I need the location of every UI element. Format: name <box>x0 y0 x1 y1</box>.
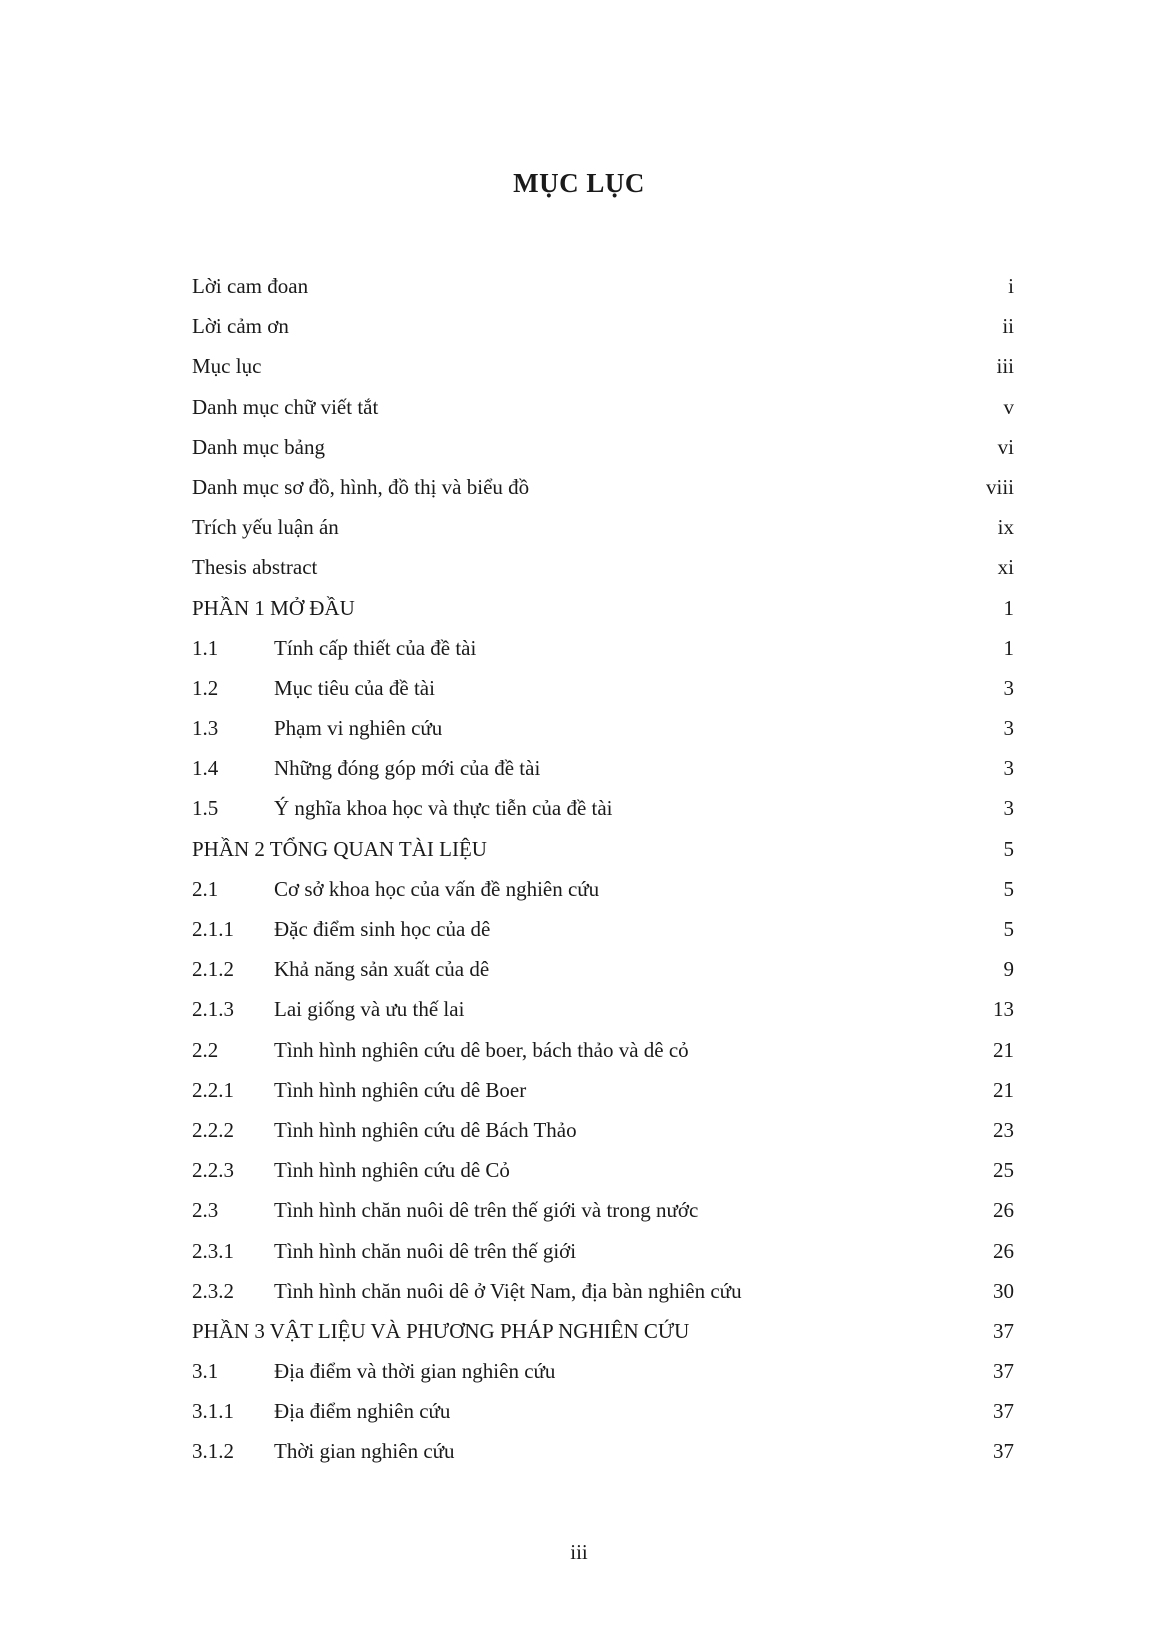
toc-entry[interactable] <box>192 1431 1014 1471</box>
toc-entry-title: Địa điểm nghiên cứu <box>274 1399 451 1424</box>
toc-entry-number: 2.2.3 <box>192 1158 234 1183</box>
toc-entry[interactable] <box>192 1271 1014 1311</box>
page-title: MỤC LỤC <box>513 168 645 198</box>
toc-entry-number: 2.1.1 <box>192 917 234 941</box>
toc-entry-page: vi <box>997 434 1014 459</box>
toc-entry[interactable] <box>192 1231 1014 1271</box>
toc-entry[interactable] <box>192 628 1014 668</box>
toc-entry-page: 1 <box>1003 635 1014 660</box>
toc-entry-page: 25 <box>993 1158 1014 1183</box>
toc-entry-number: 1.4 <box>192 756 219 781</box>
toc-entry-page: 23 <box>993 1117 1014 1142</box>
toc-entry-title: Lời cam đoan <box>192 274 309 298</box>
toc-entry-page: 21 <box>993 1037 1014 1062</box>
table-of-contents <box>192 266 1014 1472</box>
toc-entry-title: Phạm vi nghiên cứu <box>274 716 443 741</box>
toc-entry[interactable] <box>192 346 1014 386</box>
toc-entry-title: Tình hình nghiên cứu dê boer, bách thảo và dê cỏ <box>274 1037 689 1062</box>
toc-entry-page: 37 <box>993 1399 1014 1424</box>
toc-entry-number: 2.1 <box>192 876 219 901</box>
toc-entry-title: Danh mục sơ đồ, hình, đồ thị và biểu đồ <box>192 474 530 499</box>
toc-entry-title: Cơ sở khoa học của vấn đề nghiên cứu <box>274 876 600 901</box>
toc-entry-page: 9 <box>1003 957 1014 982</box>
toc-entry[interactable] <box>192 668 1014 708</box>
toc-entry-page: 21 <box>993 1077 1014 1102</box>
toc-entry-title: Tính cấp thiết của đề tài <box>274 635 477 660</box>
toc-entry-title: Danh mục bảng <box>192 434 325 459</box>
toc-entry-page: ii <box>1002 314 1014 339</box>
toc-entry-page: 26 <box>993 1238 1014 1263</box>
toc-entry-number: 2.3.1 <box>192 1238 234 1263</box>
toc-entry-title: Thesis abstract <box>192 555 318 580</box>
toc-entry-page: xi <box>997 555 1014 580</box>
toc-entry-title: Đặc điểm sinh học của dê <box>274 917 491 941</box>
toc-entry[interactable] <box>192 387 1014 427</box>
toc-entry-title: Lai giống và ưu thế lai <box>274 997 465 1022</box>
toc-entry[interactable] <box>192 1030 1014 1070</box>
toc-entry-page: 5 <box>1003 836 1014 861</box>
toc-entry[interactable] <box>192 588 1014 628</box>
toc-entry-page: 5 <box>1003 876 1014 901</box>
toc-entry-number: 2.1.3 <box>192 997 234 1022</box>
toc-entry-title: Trích yếu luận án <box>192 515 339 540</box>
toc-entry[interactable] <box>192 1070 1014 1110</box>
toc-entry-page: 1 <box>1003 595 1014 620</box>
toc-entry-page: iii <box>996 354 1014 379</box>
toc-entry-title: Địa điểm và thời gian nghiên cứu <box>274 1359 556 1384</box>
toc-entry-number: 3.1 <box>192 1359 219 1384</box>
toc-entry-title: Những đóng góp mới của đề tài <box>274 756 541 781</box>
toc-entry[interactable] <box>192 869 1014 909</box>
toc-entry-page: v <box>1003 394 1014 419</box>
toc-entry[interactable] <box>192 1190 1014 1230</box>
toc-entry[interactable] <box>192 266 1014 306</box>
toc-entry-page: 30 <box>993 1278 1014 1303</box>
toc-entry[interactable] <box>192 1351 1014 1391</box>
toc-entry[interactable] <box>192 708 1014 748</box>
toc-entry[interactable] <box>192 1110 1014 1150</box>
toc-entry-number: 2.3.2 <box>192 1278 234 1303</box>
toc-entry-title: Mục tiêu của đề tài <box>274 675 435 700</box>
toc-entry-title: Ý nghĩa khoa học và thực tiễn của đề tài <box>274 796 613 821</box>
toc-entry-title: Tình hình nghiên cứu dê Bách Thảo <box>274 1117 577 1142</box>
toc-entry-number: 1.3 <box>192 716 219 741</box>
toc-entry-title: Tình hình chăn nuôi dê trên thế giới <box>274 1238 577 1263</box>
toc-entry-title: PHẦN 1 MỞ ĐẦU <box>192 595 355 620</box>
toc-entry[interactable] <box>192 467 1014 507</box>
toc-entry-number: 1.2 <box>192 675 219 700</box>
toc-entry-page: 3 <box>1003 796 1014 821</box>
toc-entry[interactable] <box>192 507 1014 547</box>
toc-entry-title: PHẦN 3 VẬT LIỆU VÀ PHƯƠNG PHÁP NGHIÊN CỨU <box>192 1318 690 1343</box>
toc-entry-page: viii <box>985 474 1014 499</box>
toc-entry-title: Thời gian nghiên cứu <box>274 1439 455 1464</box>
toc-entry[interactable] <box>192 547 1014 587</box>
toc-entry-page: 3 <box>1003 675 1014 700</box>
toc-entry-title: Danh mục chữ viết tắt <box>192 394 379 419</box>
toc-entry[interactable] <box>192 1311 1014 1351</box>
toc-entry-title: Tình hình chăn nuôi dê trên thế giới và trong nước <box>274 1198 699 1223</box>
toc-entry-number: 2.3 <box>192 1198 219 1223</box>
toc-entry-page: 5 <box>1003 917 1014 941</box>
toc-entry-number: 3.1.1 <box>192 1399 234 1424</box>
toc-entry-number: 2.2.2 <box>192 1117 234 1142</box>
page-number: iii <box>570 1540 588 1564</box>
toc-entry-title: Tình hình nghiên cứu dê Boer <box>274 1077 527 1102</box>
toc-entry[interactable] <box>192 949 1014 989</box>
toc-entry-page: i <box>1008 274 1014 298</box>
toc-entry-number: 1.5 <box>192 796 219 821</box>
toc-entry-title: Tình hình chăn nuôi dê ở Việt Nam, địa bàn nghiên cứu <box>274 1278 742 1303</box>
toc-entry[interactable] <box>192 748 1014 788</box>
toc-entry[interactable] <box>192 1150 1014 1190</box>
toc-entry-page: 3 <box>1003 716 1014 741</box>
toc-entry-page: 26 <box>993 1198 1014 1223</box>
toc-entry-page: 37 <box>993 1318 1014 1343</box>
toc-entry[interactable] <box>192 427 1014 467</box>
toc-entry-title: PHẦN 2 TỔNG QUAN TÀI LIỆU <box>192 836 487 861</box>
toc-entry[interactable] <box>192 989 1014 1029</box>
toc-entry-number: 2.2 <box>192 1037 219 1062</box>
toc-entry-number: 3.1.2 <box>192 1439 234 1464</box>
toc-entry[interactable] <box>192 306 1014 346</box>
toc-entry[interactable] <box>192 829 1014 869</box>
toc-entry-title: Lời cảm ơn <box>192 314 289 339</box>
toc-entry[interactable] <box>192 909 1014 949</box>
toc-entry[interactable] <box>192 1391 1014 1431</box>
toc-entry-title: Tình hình nghiên cứu dê Cỏ <box>274 1158 510 1183</box>
toc-entry-page: 37 <box>993 1439 1014 1464</box>
toc-entry-page: 13 <box>993 997 1014 1022</box>
toc-entry-title: Mục lục <box>192 354 262 379</box>
toc-entry-number: 2.1.2 <box>192 957 234 982</box>
toc-entry[interactable] <box>192 788 1014 828</box>
toc-entry-number: 1.1 <box>192 635 219 660</box>
toc-entry-page: 3 <box>1003 756 1014 781</box>
toc-entry-number: 2.2.1 <box>192 1077 234 1102</box>
toc-entry-page: ix <box>997 515 1014 540</box>
toc-entry-title: Khả năng sản xuất của dê <box>274 957 490 982</box>
toc-entry-page: 37 <box>993 1359 1014 1384</box>
